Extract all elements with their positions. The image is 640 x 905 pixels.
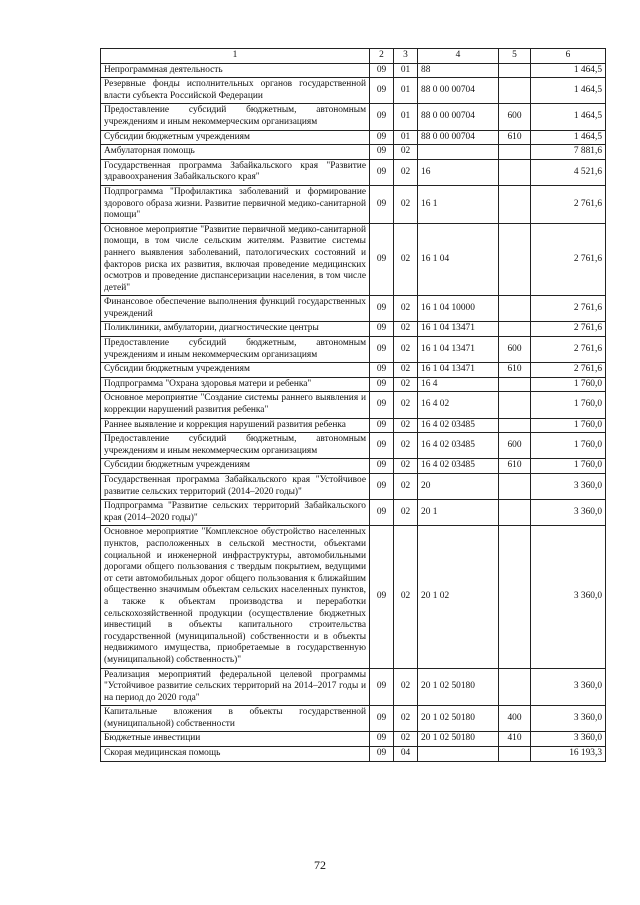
row-expense-type — [499, 377, 531, 392]
table-row — [101, 377, 606, 392]
header-col-1: 1 — [101, 49, 370, 64]
table-row — [101, 130, 606, 145]
row-section: 09 — [370, 706, 394, 732]
row-subsection: 02 — [394, 474, 418, 500]
row-section: 09 — [370, 78, 394, 104]
row-section: 09 — [370, 392, 394, 418]
row-amount: 2 761,6 — [531, 296, 606, 322]
table-row — [101, 78, 606, 104]
row-amount: 1 760,0 — [531, 418, 606, 433]
row-expense-type — [499, 296, 531, 322]
row-name: Резервные фонды исполнительных органов государственной власти субъекта Российской Федерации — [101, 78, 370, 104]
row-subsection: 02 — [394, 185, 418, 223]
row-name: Предоставление субсидий бюджетным, автономным учреждениям и иным некоммерческим организациям — [101, 433, 370, 459]
row-expense-type — [499, 145, 531, 160]
row-target-article: 20 — [418, 474, 499, 500]
row-target-article: 16 4 02 — [418, 392, 499, 418]
row-expense-type: 610 — [499, 363, 531, 378]
header-col-6: 6 — [531, 49, 606, 64]
table-row — [101, 747, 606, 762]
row-section: 09 — [370, 732, 394, 747]
row-section: 09 — [370, 418, 394, 433]
row-subsection: 02 — [394, 459, 418, 474]
row-subsection: 02 — [394, 668, 418, 706]
row-amount: 1 464,5 — [531, 130, 606, 145]
table-row — [101, 668, 606, 706]
row-subsection: 02 — [394, 223, 418, 296]
row-target-article — [418, 747, 499, 762]
header-col-5: 5 — [499, 49, 531, 64]
row-amount: 1 760,0 — [531, 377, 606, 392]
row-expense-type — [499, 526, 531, 668]
row-target-article: 20 1 02 50180 — [418, 706, 499, 732]
row-section: 09 — [370, 668, 394, 706]
table-row — [101, 459, 606, 474]
row-name: Субсидии бюджетным учреждениям — [101, 130, 370, 145]
row-expense-type — [499, 747, 531, 762]
row-amount: 16 193,3 — [531, 747, 606, 762]
row-amount: 1 464,5 — [531, 78, 606, 104]
row-name: Подпрограмма "Профилактика заболеваний и формирование здорового образа жизни. Развитие первичной медико-санитарной помощи" — [101, 185, 370, 223]
table-row — [101, 392, 606, 418]
row-subsection: 02 — [394, 296, 418, 322]
row-subsection: 02 — [394, 322, 418, 337]
row-target-article — [418, 145, 499, 160]
row-name: Основное мероприятие "Создание системы раннего выявления и коррекции нарушений развития ребенка" — [101, 392, 370, 418]
row-subsection: 02 — [394, 706, 418, 732]
row-subsection: 02 — [394, 363, 418, 378]
row-section: 09 — [370, 145, 394, 160]
row-target-article: 16 1 04 13471 — [418, 363, 499, 378]
row-name: Бюджетные инвестиции — [101, 732, 370, 747]
table-row — [101, 145, 606, 160]
row-subsection: 01 — [394, 104, 418, 130]
row-target-article: 88 0 00 00704 — [418, 104, 499, 130]
row-subsection: 02 — [394, 732, 418, 747]
row-subsection: 02 — [394, 392, 418, 418]
row-section: 09 — [370, 223, 394, 296]
table-row — [101, 732, 606, 747]
table-row — [101, 185, 606, 223]
row-name: Подпрограмма "Охрана здоровья матери и ребенка" — [101, 377, 370, 392]
row-amount: 1 760,0 — [531, 459, 606, 474]
row-target-article: 16 4 — [418, 377, 499, 392]
row-name: Реализация мероприятий федеральной целевой программы "Устойчивое развитие сельских территорий на 2014–2017 годы и на период до 2020 года" — [101, 668, 370, 706]
row-name: Непрограммная деятельность — [101, 63, 370, 78]
row-amount: 3 360,0 — [531, 500, 606, 526]
row-target-article: 88 0 00 00704 — [418, 78, 499, 104]
row-target-article: 16 4 02 03485 — [418, 459, 499, 474]
row-amount: 1 464,5 — [531, 63, 606, 78]
table-row — [101, 322, 606, 337]
row-subsection: 01 — [394, 130, 418, 145]
row-subsection: 02 — [394, 377, 418, 392]
row-section: 09 — [370, 159, 394, 185]
row-section: 09 — [370, 363, 394, 378]
row-section: 09 — [370, 322, 394, 337]
row-target-article: 88 0 00 00704 — [418, 130, 499, 145]
row-section: 09 — [370, 130, 394, 145]
row-expense-type — [499, 474, 531, 500]
header-col-2: 2 — [370, 49, 394, 64]
row-expense-type: 400 — [499, 706, 531, 732]
row-subsection: 02 — [394, 433, 418, 459]
row-section: 09 — [370, 377, 394, 392]
row-name: Раннее выявление и коррекция нарушений развития ребенка — [101, 418, 370, 433]
row-target-article: 20 1 02 50180 — [418, 732, 499, 747]
row-target-article: 16 — [418, 159, 499, 185]
row-amount: 1 464,5 — [531, 104, 606, 130]
row-section: 09 — [370, 296, 394, 322]
row-expense-type — [499, 668, 531, 706]
table-row — [101, 500, 606, 526]
row-amount: 1 760,0 — [531, 392, 606, 418]
row-amount: 2 761,6 — [531, 363, 606, 378]
row-expense-type: 610 — [499, 130, 531, 145]
row-name: Финансовое обеспечение выполнения функций государственных учреждений — [101, 296, 370, 322]
row-amount: 4 521,6 — [531, 159, 606, 185]
row-amount: 2 761,6 — [531, 322, 606, 337]
row-section: 09 — [370, 337, 394, 363]
row-amount: 3 360,0 — [531, 526, 606, 668]
row-section: 09 — [370, 747, 394, 762]
table-row — [101, 363, 606, 378]
row-amount: 3 360,0 — [531, 732, 606, 747]
row-target-article: 16 1 04 13471 — [418, 337, 499, 363]
table-header-row — [101, 49, 606, 64]
row-subsection: 02 — [394, 418, 418, 433]
row-section: 09 — [370, 433, 394, 459]
row-amount: 2 761,6 — [531, 337, 606, 363]
row-expense-type: 600 — [499, 104, 531, 130]
row-expense-type — [499, 392, 531, 418]
document-page — [100, 48, 605, 762]
row-expense-type — [499, 159, 531, 185]
table-row — [101, 296, 606, 322]
header-col-4: 4 — [418, 49, 499, 64]
budget-table — [100, 48, 606, 762]
row-section: 09 — [370, 104, 394, 130]
row-name: Государственная программа Забайкальского края "Устойчивое развитие сельских территорий (2014–2020 годы)" — [101, 474, 370, 500]
row-name: Капитальные вложения в объекты государственной (муниципальной) собственности — [101, 706, 370, 732]
row-expense-type — [499, 63, 531, 78]
row-target-article: 88 — [418, 63, 499, 78]
table-row — [101, 418, 606, 433]
row-amount: 2 761,6 — [531, 185, 606, 223]
table-row — [101, 706, 606, 732]
row-name: Подпрограмма "Развитие сельских территорий Забайкальского края (2014–2020 годы)" — [101, 500, 370, 526]
row-target-article: 16 4 02 03485 — [418, 433, 499, 459]
row-target-article: 16 1 04 10000 — [418, 296, 499, 322]
row-amount: 3 360,0 — [531, 474, 606, 500]
row-section: 09 — [370, 63, 394, 78]
row-amount: 1 760,0 — [531, 433, 606, 459]
table-row — [101, 63, 606, 78]
row-expense-type — [499, 185, 531, 223]
row-subsection: 04 — [394, 747, 418, 762]
row-section: 09 — [370, 474, 394, 500]
row-subsection: 01 — [394, 63, 418, 78]
table-row — [101, 474, 606, 500]
row-name: Основное мероприятие "Развитие первичной медико-санитарной помощи, в том числе сельским жителям. Развитие системы раннего выявления заболеваний, патологических состояний и факторов риска их развития, включая проведение медицинских осмотров и проведение диспансеризации населения, в том числе детей" — [101, 223, 370, 296]
row-amount: 7 881,6 — [531, 145, 606, 160]
table-row — [101, 526, 606, 668]
row-target-article: 20 1 02 50180 — [418, 668, 499, 706]
row-subsection: 01 — [394, 78, 418, 104]
row-name: Предоставление субсидий бюджетным, автономным учреждениям и иным некоммерческим организациям — [101, 337, 370, 363]
row-amount: 3 360,0 — [531, 668, 606, 706]
table-row — [101, 104, 606, 130]
row-target-article: 16 1 04 — [418, 223, 499, 296]
table-row — [101, 337, 606, 363]
row-name: Государственная программа Забайкальского края "Развитие здравоохранения Забайкальского края" — [101, 159, 370, 185]
row-target-article: 16 1 04 13471 — [418, 322, 499, 337]
table-row — [101, 159, 606, 185]
row-name: Субсидии бюджетным учреждениям — [101, 459, 370, 474]
row-expense-type — [499, 322, 531, 337]
page-number: 72 — [314, 858, 326, 872]
header-col-3: 3 — [394, 49, 418, 64]
table-body — [101, 63, 606, 761]
row-subsection: 02 — [394, 159, 418, 185]
row-expense-type: 410 — [499, 732, 531, 747]
row-name: Предоставление субсидий бюджетным, автономным учреждениям и иным некоммерческим организациям — [101, 104, 370, 130]
row-expense-type: 600 — [499, 433, 531, 459]
row-section: 09 — [370, 500, 394, 526]
row-expense-type — [499, 500, 531, 526]
row-name: Поликлиники, амбулатории, диагностические центры — [101, 322, 370, 337]
row-expense-type: 610 — [499, 459, 531, 474]
row-target-article: 16 1 — [418, 185, 499, 223]
row-section: 09 — [370, 526, 394, 668]
row-target-article: 20 1 02 — [418, 526, 499, 668]
row-amount: 3 360,0 — [531, 706, 606, 732]
table-row — [101, 223, 606, 296]
row-target-article: 20 1 — [418, 500, 499, 526]
row-subsection: 02 — [394, 145, 418, 160]
row-name: Амбулаторная помощь — [101, 145, 370, 160]
row-expense-type — [499, 78, 531, 104]
row-amount: 2 761,6 — [531, 223, 606, 296]
row-expense-type: 600 — [499, 337, 531, 363]
row-subsection: 02 — [394, 526, 418, 668]
row-name: Основное мероприятие "Комплексное обустройство населенных пунктов, расположенных в сельской местности, объектами социальной и инженерной инфраструктуры, автомобильными дорогами общего пользования с твердым покрытием, ведущими от сети автомобильных дорог общего пользования к ближайшим общественно значимым объектам сельских населенных пунктов, а также к объектам производства и переработки сельскохозяйственной продукции (осуществление бюджетных инвестиций в объекты капитального строительства государственной (муниципальной) собственности и в объекты недвижимого имущества, приобретаемые в государственную (муниципальной) собственность)" — [101, 526, 370, 668]
row-expense-type — [499, 418, 531, 433]
row-subsection: 02 — [394, 337, 418, 363]
row-name: Скорая медицинская помощь — [101, 747, 370, 762]
row-name: Субсидии бюджетным учреждениям — [101, 363, 370, 378]
row-section: 09 — [370, 185, 394, 223]
row-expense-type — [499, 223, 531, 296]
row-target-article: 16 4 02 03485 — [418, 418, 499, 433]
row-subsection: 02 — [394, 500, 418, 526]
row-section: 09 — [370, 459, 394, 474]
table-row — [101, 433, 606, 459]
